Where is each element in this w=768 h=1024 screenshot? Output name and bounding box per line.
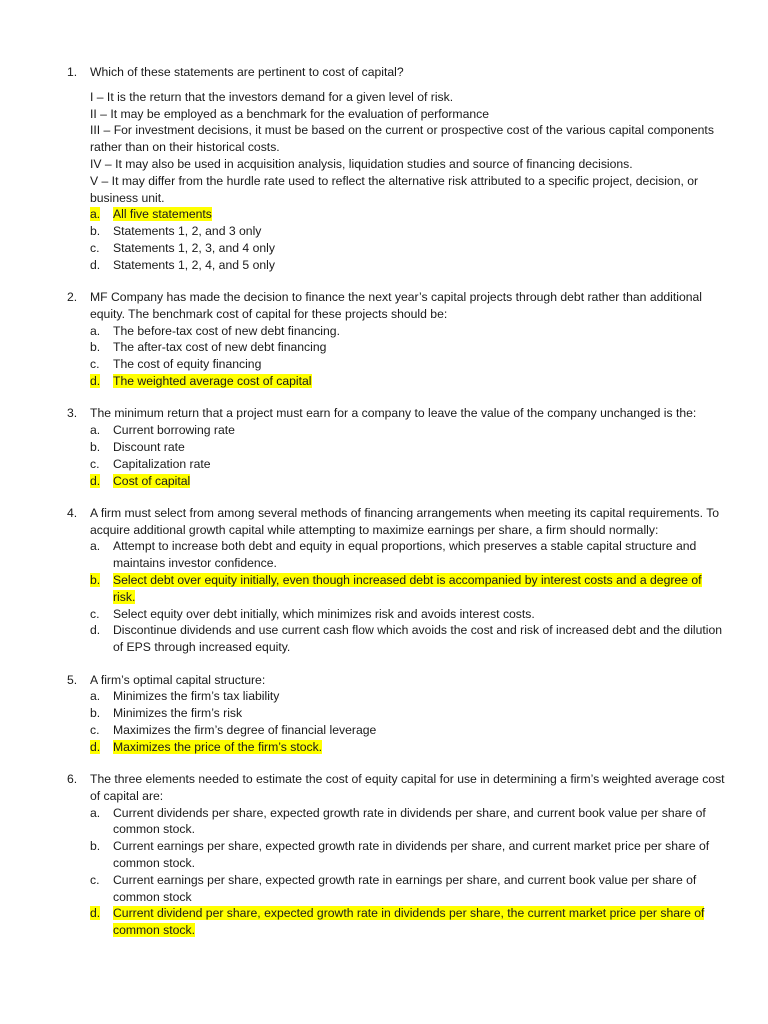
option-a [90,688,727,705]
option-letter-text: d. [90,257,101,272]
option-text-wrap [113,323,727,340]
option-letter-text: b. [90,573,101,588]
option-letter-text: a. [90,805,101,820]
question-stem: MF Company has made the decision to finance the next year’s capital projects through debt rather than additional equity. The benchmark cost of capital for these projects should be: [90,290,702,321]
option-a [90,422,727,439]
option-letter [90,323,113,340]
option-text-wrap [113,538,727,572]
option-text-wrap [113,339,727,356]
option-text: Select equity over debt initially, which minimizes risk and avoids interest costs. [113,606,535,621]
option-c [90,240,727,257]
option-letter-text: d. [90,374,101,389]
question-number: 5. [67,672,78,687]
option-c [90,606,727,623]
option-letter-text: b. [90,439,101,454]
option-text: Current earnings per share, expected growth rate in dividends per share, and current market price per share of common stock. [113,839,710,870]
option-letter-text: c. [90,872,100,887]
option-c [90,456,727,473]
option-d-highlighted-answer [90,373,727,390]
option-letter [90,373,113,390]
statement-list [90,89,727,207]
statement-item: V – It may differ from the hurdle rate used to reflect the alternative risk attributed to a specific project, decision, or business unit. [90,173,699,205]
option-text: Select debt over equity initially, even though increased debt is accompanied by interest costs and a degree of risk. [113,573,702,604]
option-letter [90,473,113,490]
option-text-wrap [113,439,727,456]
option-letter [90,705,113,722]
option-b [90,705,727,722]
option-a [90,323,727,340]
option-letter-text: b. [90,224,101,239]
option-letter [90,572,113,606]
option-text-wrap [113,705,727,722]
option-text: Current earnings per share, expected growth rate in earnings per share, and current book value per share of common stock [113,872,697,904]
option-letter-text: d. [90,739,101,754]
option-text-wrap [113,739,727,756]
option-letter [90,339,113,356]
option-letter-text: a. [90,323,101,338]
question-stem: Which of these statements are pertinent to cost of capital? [90,65,404,79]
answer-options [90,805,727,939]
option-letter-text: b. [90,839,101,854]
option-text: The cost of equity financing [113,357,262,372]
option-text: The after-tax cost of new debt financing [113,340,327,355]
question-body [90,64,727,274]
question-number: 1. [67,65,78,79]
question-body [90,672,727,756]
question-number: 2. [67,290,78,305]
option-b [90,439,727,456]
statement-item: III – For investment decisions, it must be based on the current or prospective cost of the various capital components rather than on their historical costs. [90,123,714,155]
option-letter-text: a. [90,539,101,554]
option-letter [90,538,113,572]
option-a [90,805,727,839]
option-b [90,838,727,872]
option-d-highlighted-answer [90,905,727,939]
option-text-wrap [113,422,727,439]
option-letter-text: b. [90,706,101,721]
question-number: 4. [67,505,78,520]
option-letter-text: b. [90,340,101,355]
option-text: All five statements [113,207,212,222]
option-letter-text: a. [90,689,101,704]
option-text: Discontinue dividends and use current cash flow which avoids the cost and risk of increased debt and the dilution of EPS through increased equity. [113,623,723,655]
option-text-wrap [113,356,727,373]
option-text-wrap [113,722,727,739]
option-text: Statements 1, 2, 4, and 5 only [113,257,275,272]
question-body [90,505,727,656]
option-text: Current dividend per share, expected growth rate in dividends per share, the current market price per share of common stock. [113,906,705,938]
statement-item: II – It may be employed as a benchmark for the evaluation of performance [90,106,490,121]
question-number: 6. [67,771,78,786]
question-stem: A firm must select from among several methods of financing arrangements when meeting its capital requirements. To acquire additional growth capital while attempting to maximize earnings per share, a firm should normally: [90,505,720,537]
option-text-wrap [113,872,727,906]
option-letter [90,739,113,756]
option-letter-text: d. [90,623,101,638]
answer-options [90,422,727,489]
option-letter-text: c. [90,722,100,737]
option-b [90,339,727,356]
option-text-wrap [113,240,727,257]
option-letter-text: c. [90,357,100,372]
option-text-wrap [113,838,727,872]
question-2 [67,289,727,390]
option-d-highlighted-answer [90,739,727,756]
option-text: Capitalization rate [113,456,211,471]
option-text: Cost of capital [113,473,191,488]
option-text-wrap [113,473,727,490]
question-list [67,64,727,954]
option-text-wrap [113,905,727,939]
option-letter [90,257,113,274]
question-6 [67,771,727,939]
option-letter [90,223,113,240]
question-1 [67,64,727,274]
option-a-highlighted-answer [90,206,727,223]
option-b-highlighted-answer [90,572,727,606]
option-letter [90,606,113,623]
option-d [90,622,727,656]
option-text: Maximizes the firm’s degree of financial leverage [113,722,377,737]
question-stem: The minimum return that a project must earn for a company to leave the value of the company unchanged is the: [90,406,697,421]
question-5 [67,672,727,756]
option-letter-text: d. [90,906,101,921]
option-text: Attempt to increase both debt and equity in equal proportions, which preserves a stable capital structure and maintains investor confidence. [113,539,697,571]
option-text-wrap [113,622,727,656]
option-c [90,356,727,373]
statement-item: I – It is the return that the investors demand for a given level of risk. [90,89,454,104]
option-text-wrap [113,223,727,240]
answer-options [90,538,727,656]
option-letter [90,872,113,906]
question-body [90,289,727,390]
option-text-wrap [113,805,727,839]
option-letter [90,688,113,705]
option-a [90,538,727,572]
option-text: The before-tax cost of new debt financing. [113,323,340,338]
question-body [90,771,727,939]
option-letter-text: d. [90,473,101,488]
option-letter [90,722,113,739]
question-number: 3. [67,406,78,421]
question-4 [67,505,727,656]
option-text: Statements 1, 2, and 3 only [113,224,262,239]
option-c [90,722,727,739]
answer-options [90,323,727,390]
option-text: Statements 1, 2, 3, and 4 only [113,240,275,255]
option-text: Minimizes the firm’s tax liability [113,689,280,704]
option-letter-text: c. [90,606,100,621]
option-text-wrap [113,257,727,274]
option-letter [90,439,113,456]
option-text: The weighted average cost of capital [113,374,312,389]
option-text: Minimizes the firm’s risk [113,706,243,721]
option-letter-text: a. [90,207,101,222]
question-stem: A firm’s optimal capital structure: [90,672,266,687]
option-text-wrap [113,688,727,705]
option-letter [90,622,113,656]
option-text-wrap [113,456,727,473]
question-stem: The three elements needed to estimate the cost of equity capital for use in determining a firm’s weighted average cost of capital are: [90,771,725,803]
question-3 [67,405,727,489]
option-text: Discount rate [113,439,185,454]
option-text-wrap [113,606,727,623]
option-letter [90,838,113,872]
option-letter [90,456,113,473]
option-c [90,872,727,906]
answer-options [90,206,727,273]
answer-options [90,688,727,755]
option-letter-text: a. [90,423,101,438]
option-text-wrap [113,206,727,223]
option-text-wrap [113,373,727,390]
option-b [90,223,727,240]
option-letter [90,240,113,257]
option-d [90,257,727,274]
option-letter [90,206,113,223]
option-letter [90,422,113,439]
option-text-wrap [113,572,727,606]
option-letter [90,905,113,939]
option-letter [90,356,113,373]
option-d-highlighted-answer [90,473,727,490]
option-text: Current borrowing rate [113,423,235,438]
option-text: Current dividends per share, expected growth rate in dividends per share, and current book value per share of common stock. [113,805,706,837]
question-body [90,405,727,489]
option-letter-text: c. [90,456,100,471]
option-letter-text: c. [90,240,100,255]
option-text: Maximizes the price of the firm’s stock. [113,739,323,754]
statement-item: IV – It may also be used in acquisition analysis, liquidation studies and source of financing decisions. [90,156,633,171]
option-letter [90,805,113,839]
